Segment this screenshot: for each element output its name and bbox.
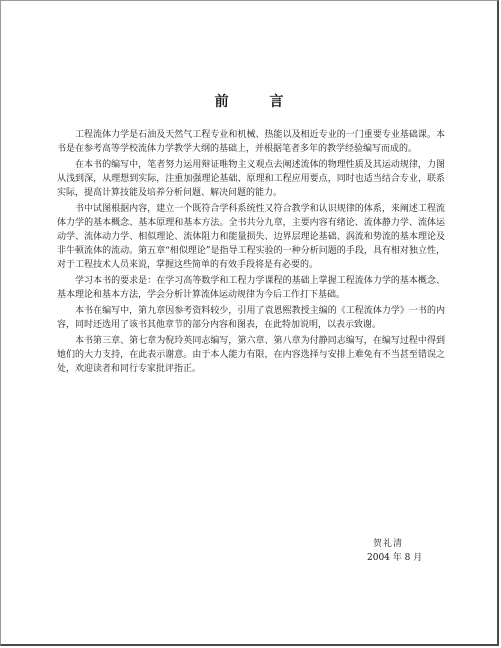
author-name: 贺礼清 <box>373 539 404 549</box>
paragraph-5: 本书在编写中，第九章因参考资料较少，引用了袁恩熙教授主编的《工程流体力学》一书的内容，同时还选用了该书其他章节的部分内容和图表，在此特加说明，以表示致谢。 <box>57 306 445 330</box>
preface-body <box>57 128 445 378</box>
paragraph-1: 工程流体力学是石油及天然气工程专业和机械、热能以及相近专业的一门重要专业基础课。本书是在参考高等学校流体力学教学大纲的基础上，并根据笔者多年的教学经验编写而成的。 <box>57 130 445 154</box>
paragraph-6: 本书第三章、第七章为倪玲英同志编写，第六章、第八章为付静同志编写，在编写过程中得到她们的大力支持，在此表示谢意。由于本人能力有限，在内容选择与安排上难免有不当甚至错误之处，欢迎读者和同行专家批评指正。 <box>57 336 445 374</box>
paragraph-3: 书中试图根据内容，建立一个既符合学科系统性又符合教学和认识规律的体系，来阐述工程流体力学的基本概念、基本原理和基本方法。全书共分九章，主要内容有绪论、流体静力学、流体运动学、流体动力学、相似理论、流体阻力和能量损失、边界层理论基础、涡流和势流的基本理论及非牛顿流体的流动。第五章“相似理论”是指导工程实验的一种分析问题的手段，具有相对独立性，对于工程技术人员来说，掌握这些简单的有效手段将是有必要的。 <box>57 204 445 270</box>
signature-date: 2004 年 8 月 <box>367 553 423 563</box>
paragraph-2: 在本书的编写中，笔者努力运用辩证唯物主义观点去阐述流体的物理性质及其运动规律，力图从浅到深，从理想到实际，注重加强理论基础、原理和工程应用要点，同时也适当结合专业，联系实际，提高计算技能及培养分析问题、解决问题的能力。 <box>57 160 445 198</box>
signature-block <box>367 537 451 565</box>
paragraph-4: 学习本书的要求是：在学习高等数学和工程力学课程的基础上掌握工程流体力学的基本概念、基本理论和基本方法，学会分析计算流体运动规律为今后工作打下基础。 <box>57 276 445 300</box>
page-title: 前 言 <box>214 94 302 110</box>
